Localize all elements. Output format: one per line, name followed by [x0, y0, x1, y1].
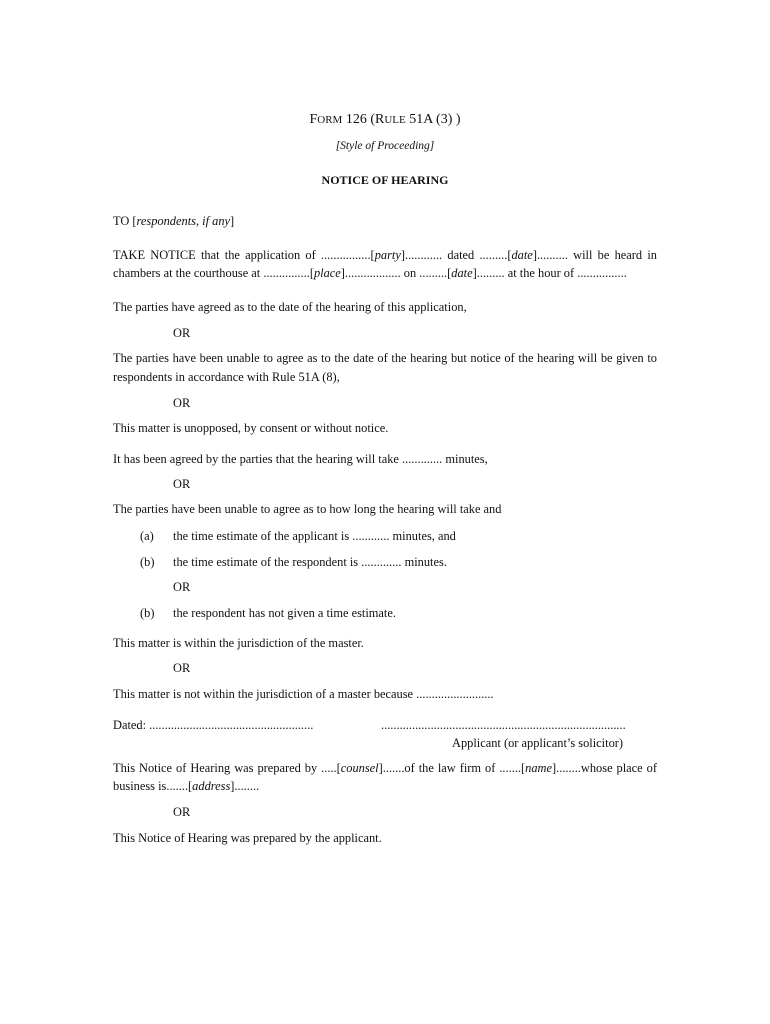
item-b-text: the time estimate of the respondent is ............. minutes.	[173, 555, 447, 569]
prepared-by-line-2: business is.......[address]........	[113, 779, 260, 793]
or-separator: OR	[173, 477, 191, 491]
paragraph-unopposed: This matter is unopposed, by consent or without notice.	[113, 421, 389, 435]
item-b-label: (b)	[140, 555, 155, 569]
item-b2-text: the respondent has not given a time estimate.	[173, 606, 396, 620]
paragraph-prepared-by-applicant: This Notice of Hearing was prepared by the applicant.	[113, 831, 382, 845]
or-separator: OR	[173, 805, 191, 819]
style-of-proceeding: [Style of Proceeding]	[335, 140, 435, 152]
paragraph-unable-date-1: The parties have been unable to agree as to the date of the hearing but notice of the hearing will be given to	[113, 351, 657, 365]
or-separator: OR	[173, 326, 191, 340]
take-notice-line-2: chambers at the courthouse at ...............[place].................. on .........[date]......... at the hour of ................	[113, 266, 627, 280]
take-notice-line-1: TAKE NOTICE that the application of ................[party]............ dated .........[date].......... will be heard in	[113, 248, 657, 262]
paragraph-time-unable: The parties have been unable to agree as to how long the hearing will take and	[113, 502, 502, 516]
or-separator: OR	[173, 580, 191, 594]
paragraph-unable-date-2: respondents in accordance with Rule 51A (8),	[113, 370, 340, 384]
signature-line: ...............................................................................	[381, 718, 626, 732]
or-separator: OR	[173, 661, 191, 675]
paragraph-time-agreed: It has been agreed by the parties that the hearing will take ............. minutes,	[113, 452, 488, 466]
notice-heading: NOTICE OF HEARING	[321, 173, 449, 187]
or-separator: OR	[173, 396, 191, 410]
paragraph-not-within-jurisdiction: This matter is not within the jurisdiction of a master because .........................	[113, 687, 494, 701]
item-b2-label: (b)	[140, 606, 155, 620]
signature-caption: Applicant (or applicant’s solicitor)	[452, 736, 624, 750]
item-a-label: (a)	[140, 529, 154, 543]
to-line: TO [respondents, if any]	[113, 214, 235, 228]
paragraph-agreed-date: The parties have agreed as to the date of the hearing of this application,	[113, 300, 467, 314]
dated-field: Dated: .....................................................	[113, 718, 314, 732]
prepared-by-line-1: This Notice of Hearing was prepared by .....[counsel].......of the law firm of .......[name]........whose place of	[113, 761, 657, 775]
paragraph-within-jurisdiction: This matter is within the jurisdiction of the master.	[113, 636, 364, 650]
item-a-text: the time estimate of the applicant is ............ minutes, and	[173, 529, 456, 543]
form-title: FORM 126 (RULE 51A (3) )	[309, 112, 461, 127]
